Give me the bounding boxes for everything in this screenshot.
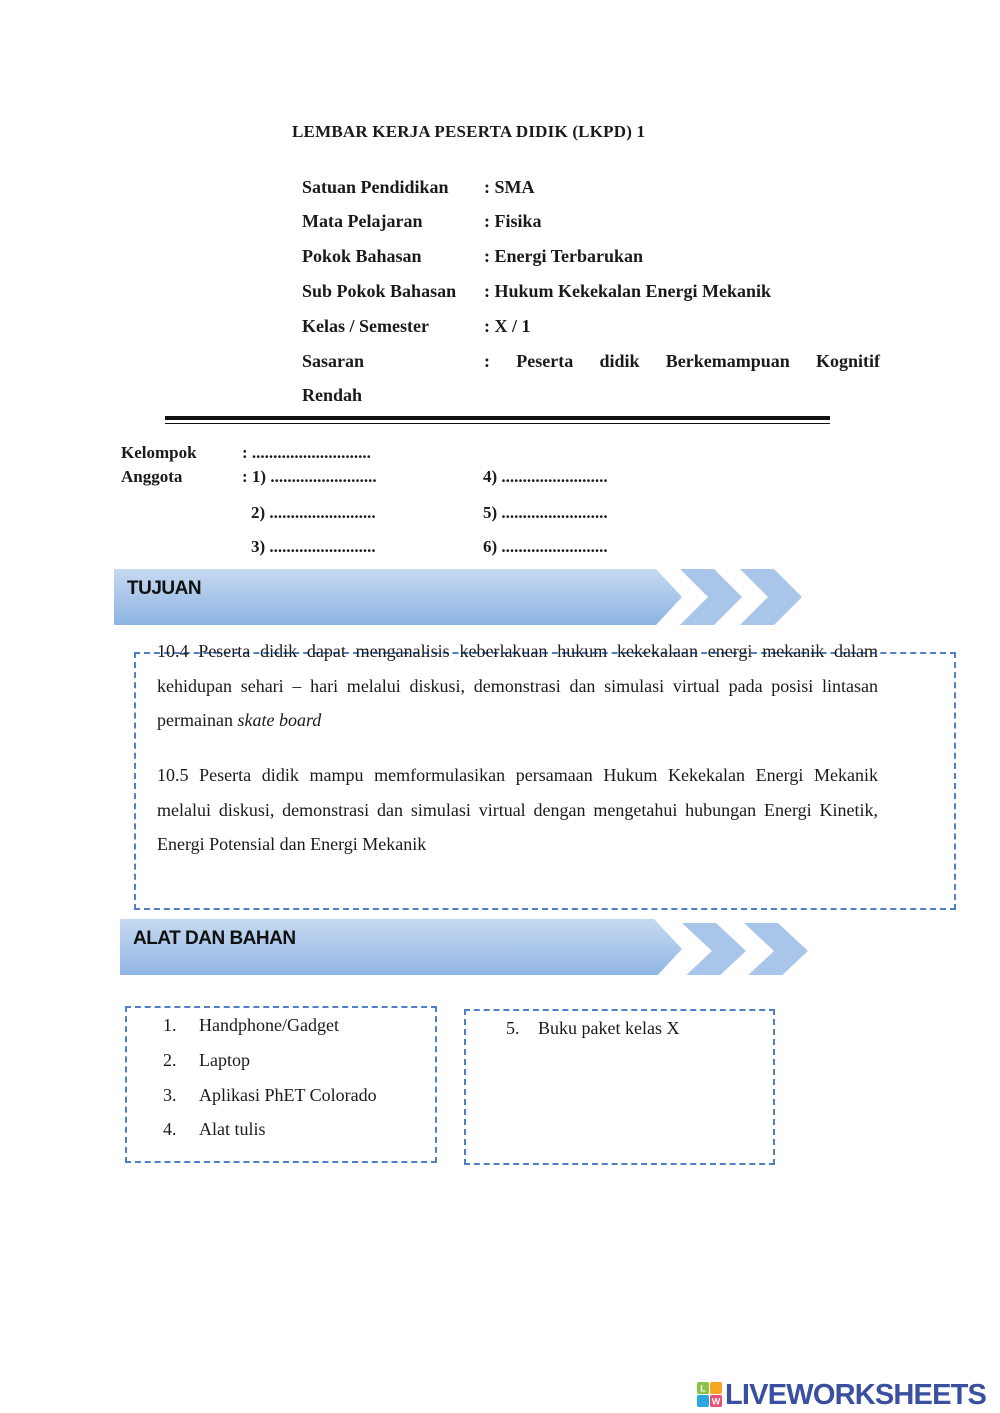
tujuan-text: 10.4 Peserta didik dapat menganalisis keberlakuan hukum kekekalaan energi mekanik dalam kehidupan sehari – hari melalui diskusi, demonstrasi dan simulasi virtual pada posisi lintasan permainan (157, 641, 878, 730)
info-value: : X / 1 (484, 316, 531, 336)
chevron-right-icon (680, 569, 742, 625)
info-label: Pokok Bahasan (302, 246, 422, 266)
list-number: 2. (163, 1050, 177, 1070)
logo-icon-letter: W (711, 1396, 721, 1407)
alat-heading: ALAT DAN BAHAN (133, 928, 296, 949)
info-value: : Hukum Kekekalan Energi Mekanik (484, 281, 772, 301)
member-field-5[interactable]: 5) ......................... (483, 503, 608, 522)
info-label: Sasaran (302, 351, 365, 371)
value-word: Kognitif (815, 351, 880, 371)
chevron-right-icon (740, 569, 802, 625)
value-word: Berkemampuan (665, 351, 790, 371)
value-word: didik (599, 351, 640, 371)
tujuan-item-10-5: 10.5 Peserta didik mampu memformulasikan persamaan Hukum Kekekalan Energi Mekanik melalui diskusi, demonstrasi dan simulasi virtual dengan mengetahui hubungan Energi Kinetik, Energi Potensial dan Energi Mekanik (157, 765, 878, 854)
member-field-3[interactable]: 3) ......................... (251, 537, 376, 556)
value-word: : (484, 351, 490, 371)
value-word: Peserta (516, 351, 574, 371)
divider-thick (165, 416, 830, 420)
member-field-6[interactable]: 6) ......................... (483, 537, 608, 556)
tujuan-heading: TUJUAN (127, 578, 202, 599)
list-text: Laptop (199, 1050, 250, 1070)
member-field-4[interactable]: 4) ......................... (483, 467, 608, 486)
list-text: Aplikasi PhET Colorado (199, 1085, 377, 1105)
member-field-1[interactable]: : 1) ......................... (242, 467, 377, 486)
info-label: Mata Pelajaran (302, 211, 423, 231)
logo-icon-letter: L (700, 1383, 706, 1394)
info-value: : Energi Terbarukan (484, 246, 644, 266)
member-field-2[interactable]: 2) ......................... (251, 503, 376, 522)
info-value (484, 351, 880, 372)
chevron-right-icon (744, 923, 808, 975)
worksheet-title: LEMBAR KERJA PESERTA DIDIK (LKPD) 1 (292, 122, 646, 141)
chevron-right-icon (682, 923, 746, 975)
list-number: 3. (163, 1085, 177, 1105)
info-label: Satuan Pendidikan (302, 177, 449, 197)
kelompok-field[interactable]: : ............................ (242, 443, 371, 462)
list-text: Handphone/Gadget (199, 1015, 339, 1035)
list-text: Buku paket kelas X (538, 1018, 680, 1038)
info-label: Kelas / Semester (302, 316, 429, 336)
info-label: Sub Pokok Bahasan (302, 281, 457, 301)
list-number: 4. (163, 1119, 177, 1139)
list-number: 1. (163, 1015, 177, 1035)
tujuan-italic-text: skate board (237, 710, 322, 730)
list-text: Alat tulis (199, 1119, 266, 1139)
info-value: : SMA (484, 177, 535, 197)
info-value-continued: Rendah (302, 385, 363, 405)
kelompok-label: Kelompok (121, 443, 197, 462)
info-value: : Fisika (484, 211, 542, 231)
anggota-label: Anggota (121, 467, 183, 486)
tujuan-banner (114, 569, 804, 625)
liveworksheets-logo-icon (697, 1382, 723, 1408)
list-number: 5. (506, 1018, 520, 1038)
tujuan-item-10-4 (157, 634, 878, 738)
liveworksheets-logo (697, 1378, 986, 1412)
divider-thin (165, 423, 830, 424)
liveworksheets-logo-text: LIVEWORKSHEETS (725, 1378, 987, 1411)
